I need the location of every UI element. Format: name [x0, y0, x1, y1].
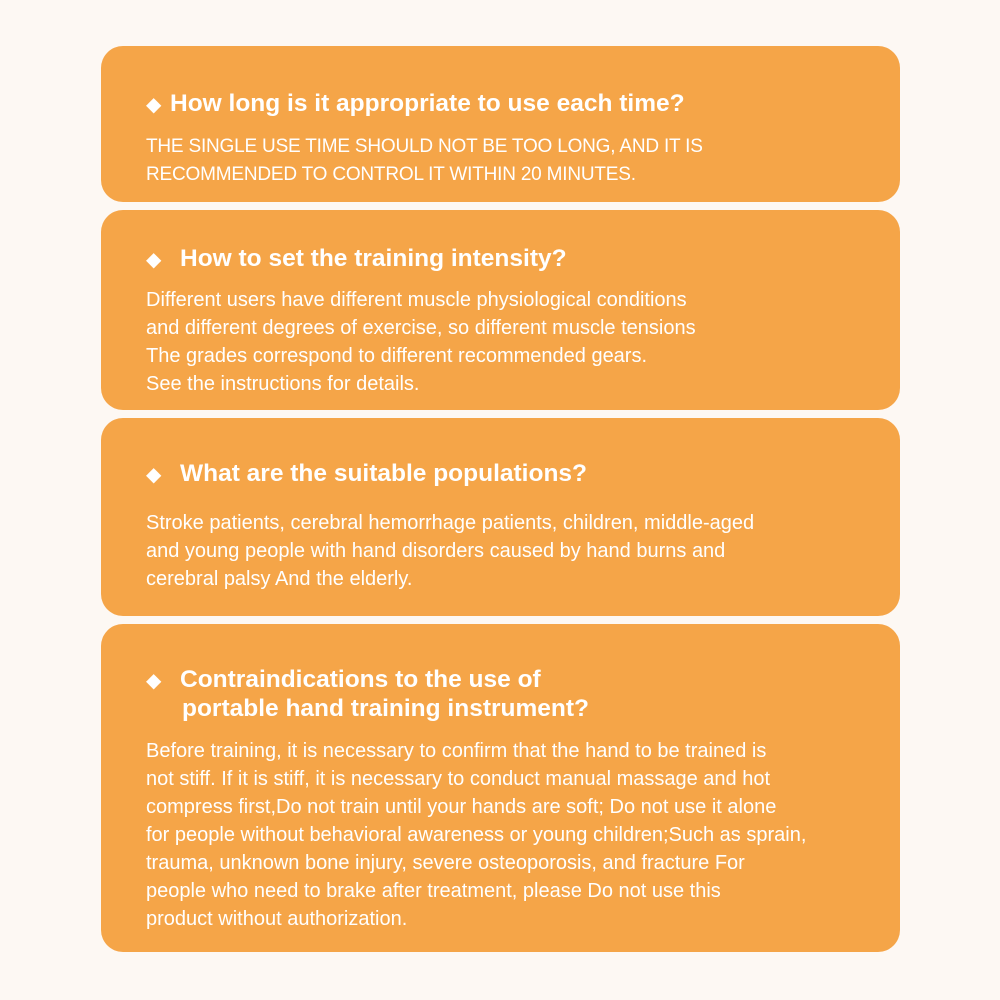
faq-card-contraindications — [101, 624, 900, 952]
faq-answer: THE SINGLE USE TIME SHOULD NOT BE TOO LONG, AND IT IS RECOMMENDED TO CONTROL IT WITHIN 20 MINUTES. — [146, 136, 703, 185]
faq-question-text-line1: Contraindications to the use of — [180, 666, 541, 693]
faq-card-training-intensity — [101, 210, 900, 410]
faq-question — [146, 666, 589, 723]
faq-card-usage-time — [101, 46, 900, 202]
diamond-icon: ◆ — [146, 94, 162, 116]
faq-question-text: How long is it appropriate to use each time? — [170, 90, 685, 117]
faq-answer: Different users have different muscle physiological conditions and different degrees of exercise, so different muscle tensions The grades correspond to different recommended gears. See the instructions for details. — [146, 289, 696, 395]
diamond-icon: ◆ — [146, 670, 162, 692]
faq-card-suitable-populations — [101, 418, 900, 616]
faq-question — [146, 245, 567, 274]
faq-answer: Before training, it is necessary to confirm that the hand to be trained is not stiff. If it is stiff, it is necessary to conduct manual massage and hot compress first,Do not train until your hands are soft; Do not use it alone for people without behavioral awareness or young children;Such as sprain, trauma, unknown bone injury, severe osteoporosis, and fracture For people who need to brake after treatment, please Do not use this product without authorization. — [146, 740, 807, 930]
faq-question-text: What are the suitable populations? — [180, 460, 588, 487]
faq-question — [146, 460, 587, 489]
faq-answer: Stroke patients, cerebral hemorrhage patients, children, middle-aged and young people with hand disorders caused by hand burns and cerebral palsy And the elderly. — [146, 512, 755, 590]
diamond-icon: ◆ — [146, 249, 162, 271]
faq-question — [146, 90, 685, 119]
faq-question-text-line2: portable hand training instrument? — [182, 695, 589, 722]
diamond-icon: ◆ — [146, 464, 162, 486]
faq-question-text: How to set the training intensity? — [180, 245, 567, 272]
